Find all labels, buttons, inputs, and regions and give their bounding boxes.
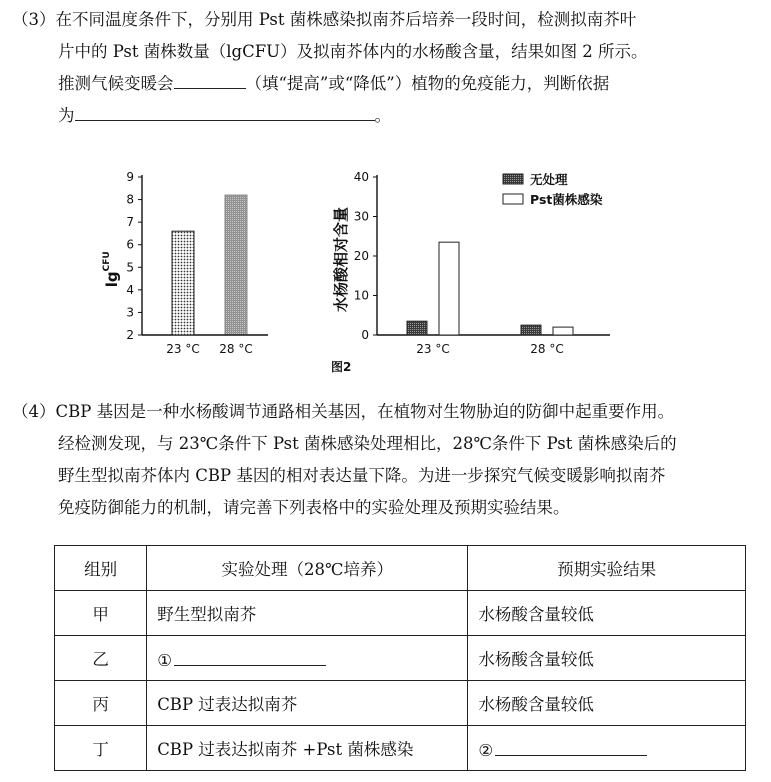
- cell-treatment: CBP 过表达拟南芥: [147, 681, 468, 726]
- right-y-axis-label: 水杨酸相对含量: [332, 206, 350, 312]
- q4-line-2: 经检测发现，与 23℃条件下 Pst 菌株感染处理相比，28℃条件下 Pst 菌株感染后的: [58, 434, 677, 453]
- blank-marker-1: ①: [157, 650, 172, 670]
- x-tick-label: 28 °C: [530, 342, 564, 356]
- x-tick-label: 23 °C: [416, 342, 450, 356]
- y-tick-label: 40: [353, 170, 369, 184]
- cell-group: 丙: [55, 681, 147, 726]
- y-tick-label: 10: [353, 288, 369, 303]
- y-tick-label: 2: [126, 328, 134, 342]
- q3-line-1: （3）在不同温度条件下，分别用 Pst 菌株感染拟南芥后培养一段时间，检测拟南芥叶: [12, 10, 637, 29]
- cell-result: 水杨酸含量较低: [468, 591, 746, 636]
- legend-label: 无处理: [530, 172, 568, 187]
- cell-result: [468, 726, 746, 771]
- figure-2: [90, 165, 630, 380]
- bar: [407, 321, 427, 335]
- table-row: [55, 636, 746, 681]
- bar: [172, 231, 194, 335]
- question-4: [12, 396, 762, 524]
- bar: [439, 242, 459, 335]
- cell-treatment: 野生型拟南芥: [147, 591, 468, 636]
- blank-marker-2: ②: [478, 740, 494, 760]
- cell-treatment: CBP 过表达拟南芥 +Pst 菌株感染: [147, 726, 468, 771]
- x-tick-label: 28 °C: [219, 342, 253, 356]
- answer-blank-1: [174, 70, 246, 89]
- y-tick-label: 3: [126, 305, 134, 320]
- y-tick-label: 30: [353, 209, 369, 224]
- q3-line-4: 为 。: [12, 100, 762, 132]
- right-chart-salicylic-acid: [332, 170, 610, 356]
- answer-blank-2: [75, 102, 375, 121]
- y-tick-label: 0: [361, 328, 369, 342]
- question-3: [12, 4, 762, 132]
- answer-blank-4: [495, 737, 647, 756]
- q4-line-1: （4）CBP 基因是一种水杨酸调节通路相关基因，在植物对生物胁迫的防御中起重要作用。: [12, 402, 675, 421]
- cell-group: 甲: [55, 591, 147, 636]
- y-tick-label: 9: [126, 170, 134, 184]
- legend: [503, 172, 603, 207]
- cell-result: 水杨酸含量较低: [468, 681, 746, 726]
- q3-line-2: 片中的 Pst 菌株数量（lgCFU）及拟南芥体内的水杨酸含量，结果如图 2 所示。: [58, 42, 648, 61]
- bar: [553, 327, 573, 335]
- q3-line-3: 推测气候变暖会 （填“提高”或“降低”）植物的免疫能力，判断依据: [12, 68, 762, 100]
- experiment-table: [54, 545, 746, 771]
- y-tick-label: 20: [353, 249, 369, 263]
- bar: [521, 325, 541, 335]
- y-tick-label: 7: [126, 215, 134, 230]
- cell-result: 水杨酸含量较低: [468, 636, 746, 681]
- q4-line-4: 免疫防御能力的机制，请完善下列表格中的实验处理及预期实验结果。: [58, 498, 570, 517]
- table-row: [55, 681, 746, 726]
- y-tick-label: 6: [126, 237, 134, 252]
- answer-blank-3: [174, 647, 326, 666]
- legend-swatch: [503, 194, 523, 204]
- cell-group: 乙: [55, 636, 147, 681]
- y-tick-label: 8: [126, 192, 134, 207]
- bar: [225, 195, 247, 335]
- header-result: 预期实验结果: [468, 546, 746, 591]
- header-treatment: 实验处理（28℃培养）: [147, 546, 468, 591]
- legend-label: Pst菌株感染: [530, 192, 603, 207]
- table-header-row: [55, 546, 746, 591]
- y-tick-label: 4: [126, 282, 134, 297]
- legend-swatch: [503, 174, 523, 184]
- table-row: [55, 726, 746, 771]
- y-tick-label: 5: [126, 260, 134, 275]
- figure-caption: 图2: [331, 360, 352, 374]
- table-row: [55, 591, 746, 636]
- header-group: 组别: [55, 546, 147, 591]
- q4-line-3: 野生型拟南芥体内 CBP 基因的相对表达量下降。为进一步探究气候变暖影响拟南芥: [58, 466, 666, 485]
- cell-treatment: [147, 636, 468, 681]
- left-y-axis-label: $\lg^{CFU}$: [102, 251, 121, 288]
- left-chart-lgcfu: [102, 170, 268, 356]
- cell-group: 丁: [55, 726, 147, 771]
- x-tick-label: 23 °C: [166, 342, 200, 356]
